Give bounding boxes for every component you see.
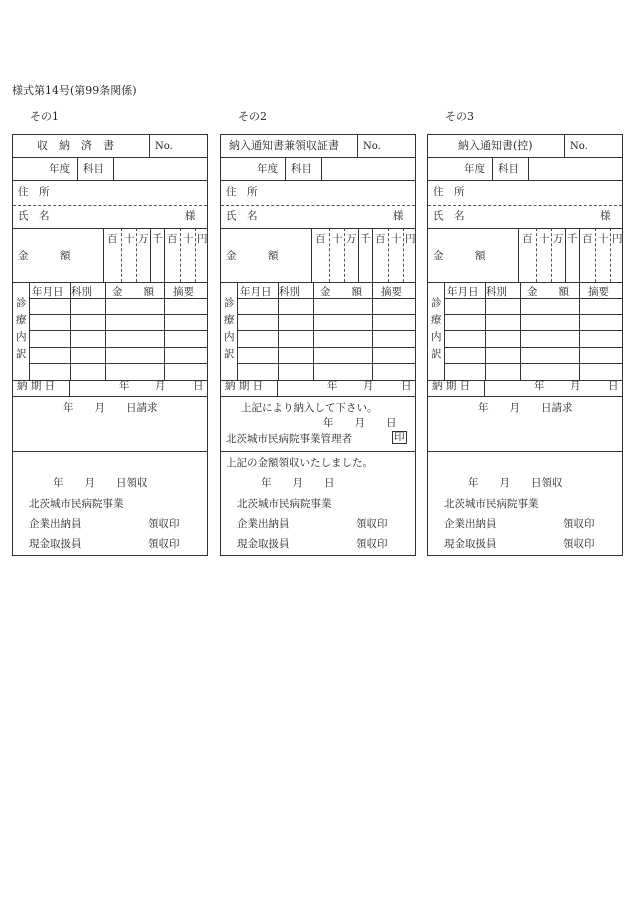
kamoku-label: 科目 xyxy=(498,163,519,175)
cash-handler-stamp: 領収印 xyxy=(148,538,180,550)
due-month: 月 xyxy=(155,380,166,392)
detail-side-label: 内 xyxy=(224,331,235,343)
rule-line xyxy=(149,135,150,157)
no-label: No. xyxy=(570,141,588,152)
rule-line xyxy=(237,347,415,348)
digit-unit-label: 百 xyxy=(582,233,593,245)
digit-unit-label: 百 xyxy=(522,233,533,245)
rule-line xyxy=(221,157,415,158)
table-header-summary: 摘要 xyxy=(381,286,402,298)
detail-side-label: 療 xyxy=(224,314,235,326)
rule-line xyxy=(221,451,415,452)
table-header-date: 年月日 xyxy=(447,286,479,298)
table-header-date: 年月日 xyxy=(240,286,272,298)
due-year: 年 xyxy=(327,380,338,392)
rule-line xyxy=(195,228,196,282)
amount-label: 金 額 xyxy=(226,250,279,262)
rule-line xyxy=(518,228,519,282)
rule-line xyxy=(358,228,359,282)
rule-line xyxy=(136,228,137,282)
digit-unit-label: 千 xyxy=(360,233,371,245)
form-title: 納入通知書兼領収証書 xyxy=(229,139,339,152)
notice-date: 年 月 日 xyxy=(323,417,397,429)
amount-label: 金 額 xyxy=(433,250,486,262)
rule-line xyxy=(595,228,596,282)
rule-line xyxy=(221,282,415,283)
due-month: 月 xyxy=(570,380,581,392)
form-title: 納入通知書(控) xyxy=(458,139,533,152)
rule-line xyxy=(579,228,580,282)
cashier-role: 企業出納員 xyxy=(29,518,82,530)
amount-label: 金 額 xyxy=(18,250,71,262)
digit-unit-label: 十 xyxy=(124,233,135,245)
rule-line xyxy=(221,205,415,206)
detail-side-label: 内 xyxy=(16,331,27,343)
digit-unit-label: 百 xyxy=(167,233,178,245)
due-month: 月 xyxy=(363,380,374,392)
due-date-label: 納 期 日 xyxy=(225,380,264,392)
rule-line xyxy=(321,157,322,180)
nendo-label: 年度 xyxy=(464,163,485,175)
digit-unit-label: 万 xyxy=(346,233,357,245)
detail-side-label: 診 xyxy=(224,297,235,309)
digit-unit-label: 円 xyxy=(612,233,623,245)
due-day: 日 xyxy=(608,380,619,392)
digit-unit-label: 十 xyxy=(183,233,194,245)
no-label: No. xyxy=(155,141,173,152)
rule-line xyxy=(29,330,207,331)
rule-line xyxy=(485,282,486,380)
rule-line xyxy=(29,347,207,348)
rule-line xyxy=(278,282,279,380)
receipt-date: 年 月 日 xyxy=(261,477,335,489)
rule-line xyxy=(69,380,70,397)
notice-text: 上記により納入して下さい。 xyxy=(241,402,378,414)
rule-line xyxy=(237,330,415,331)
rule-line xyxy=(536,228,537,282)
rule-line xyxy=(285,157,286,180)
rule-line xyxy=(444,363,622,364)
name-label: 氏 名 xyxy=(18,210,50,222)
rule-line xyxy=(121,228,122,282)
rule-line xyxy=(113,157,114,180)
rule-line xyxy=(221,228,415,229)
due-day: 日 xyxy=(401,380,412,392)
rule-line xyxy=(77,157,78,180)
kamoku-label: 科目 xyxy=(291,163,312,175)
rule-line xyxy=(13,228,207,229)
request-date: 年 月 日請求 xyxy=(63,402,158,414)
seal-box: 印 xyxy=(394,431,405,443)
digit-unit-label: 十 xyxy=(539,233,550,245)
address-label: 住 所 xyxy=(18,186,50,198)
table-header-date: 年月日 xyxy=(32,286,64,298)
address-label: 住 所 xyxy=(226,186,258,198)
cash-handler-stamp: 領収印 xyxy=(563,538,595,550)
rule-line xyxy=(29,314,207,315)
digit-unit-label: 百 xyxy=(375,233,386,245)
digit-unit-label: 万 xyxy=(138,233,149,245)
kamoku-label: 科目 xyxy=(83,163,104,175)
rule-line xyxy=(180,228,181,282)
detail-side-label: 訳 xyxy=(431,348,442,360)
nendo-label: 年度 xyxy=(49,163,70,175)
cash-handler-role: 現金取扱員 xyxy=(237,538,290,550)
cash-handler-role: 現金取扱員 xyxy=(444,538,497,550)
rule-line xyxy=(329,228,330,282)
rule-line xyxy=(388,228,389,282)
sama-label: 様 xyxy=(393,210,404,222)
part-label: その3 xyxy=(445,110,474,123)
rule-line xyxy=(444,330,622,331)
rule-line xyxy=(528,157,529,180)
rule-line xyxy=(13,180,207,181)
rule-line xyxy=(492,157,493,180)
request-date: 年 月 日請求 xyxy=(478,402,573,414)
rule-line xyxy=(164,282,165,380)
rule-line xyxy=(444,282,445,380)
rule-line xyxy=(13,451,207,452)
table-header-department: 科別 xyxy=(279,286,300,298)
rule-line xyxy=(237,298,415,299)
administrator-name: 北茨城市民病院事業管理者 xyxy=(226,433,352,445)
rule-line xyxy=(551,228,552,282)
cash-handler-stamp: 領収印 xyxy=(356,538,388,550)
rule-line xyxy=(564,135,565,157)
rule-line xyxy=(221,396,415,397)
due-year: 年 xyxy=(119,380,130,392)
cash-handler-role: 現金取扱員 xyxy=(29,538,82,550)
rule-line xyxy=(164,228,165,282)
form-panel-1 xyxy=(12,134,208,556)
digit-unit-label: 千 xyxy=(152,233,163,245)
table-header-amount: 金 額 xyxy=(112,286,154,298)
rule-line xyxy=(150,228,151,282)
name-label: 氏 名 xyxy=(226,210,258,222)
due-date-label: 納 期 日 xyxy=(17,380,56,392)
due-date-label: 納 期 日 xyxy=(432,380,471,392)
sama-label: 様 xyxy=(185,210,196,222)
rule-line xyxy=(579,282,580,380)
rule-line xyxy=(520,282,521,380)
rule-line xyxy=(237,363,415,364)
detail-side-label: 療 xyxy=(16,314,27,326)
hospital-name: 北茨城市民病院事業 xyxy=(237,498,332,510)
digit-unit-label: 百 xyxy=(107,233,118,245)
rule-line xyxy=(344,228,345,282)
cashier-stamp: 領収印 xyxy=(356,518,388,530)
cashier-stamp: 領収印 xyxy=(563,518,595,530)
digit-unit-label: 円 xyxy=(405,233,416,245)
detail-side-label: 内 xyxy=(431,331,442,343)
rule-line xyxy=(565,228,566,282)
rule-line xyxy=(428,228,622,229)
detail-side-label: 診 xyxy=(16,297,27,309)
due-day: 日 xyxy=(193,380,204,392)
form-panel-3 xyxy=(427,134,623,556)
rule-line xyxy=(70,282,71,380)
no-label: No. xyxy=(363,141,381,152)
rule-line xyxy=(428,157,622,158)
table-header-summary: 摘要 xyxy=(588,286,609,298)
rule-line xyxy=(13,205,207,206)
rule-line xyxy=(13,396,207,397)
rule-line xyxy=(428,282,622,283)
rule-line xyxy=(221,180,415,181)
cashier-stamp: 領収印 xyxy=(148,518,180,530)
digit-unit-label: 十 xyxy=(332,233,343,245)
rule-line xyxy=(372,228,373,282)
part-label: その1 xyxy=(30,110,59,123)
nendo-label: 年度 xyxy=(257,163,278,175)
rule-line xyxy=(484,380,485,397)
rule-line xyxy=(237,314,415,315)
rule-line xyxy=(13,157,207,158)
rule-line xyxy=(428,180,622,181)
name-label: 氏 名 xyxy=(433,210,465,222)
part-label: その2 xyxy=(238,110,267,123)
rule-line xyxy=(29,298,207,299)
cashier-role: 企業出納員 xyxy=(237,518,290,530)
rule-line xyxy=(444,298,622,299)
rule-line xyxy=(103,228,104,282)
table-header-department: 科別 xyxy=(486,286,507,298)
form-number-label: 様式第14号(第99条関係) xyxy=(12,84,137,97)
form-panel-2 xyxy=(220,134,416,556)
table-header-amount: 金 額 xyxy=(527,286,569,298)
receipt-date: 年 月 日領収 xyxy=(53,477,148,489)
rule-line xyxy=(610,228,611,282)
rule-line xyxy=(313,282,314,380)
digit-unit-label: 十 xyxy=(598,233,609,245)
rule-line xyxy=(403,228,404,282)
hospital-name: 北茨城市民病院事業 xyxy=(444,498,539,510)
table-header-summary: 摘要 xyxy=(173,286,194,298)
rule-line xyxy=(357,135,358,157)
table-header-amount: 金 額 xyxy=(320,286,362,298)
address-label: 住 所 xyxy=(433,186,465,198)
cashier-role: 企業出納員 xyxy=(444,518,497,530)
hospital-name: 北茨城市民病院事業 xyxy=(29,498,124,510)
rule-line xyxy=(311,228,312,282)
digit-unit-label: 十 xyxy=(391,233,402,245)
detail-side-label: 訳 xyxy=(224,348,235,360)
table-header-department: 科別 xyxy=(71,286,92,298)
rule-line xyxy=(237,282,238,380)
rule-line xyxy=(105,282,106,380)
digit-unit-label: 万 xyxy=(553,233,564,245)
due-year: 年 xyxy=(534,380,545,392)
digit-unit-label: 円 xyxy=(197,233,208,245)
rule-line xyxy=(428,396,622,397)
rule-line xyxy=(428,451,622,452)
rule-line xyxy=(444,347,622,348)
digit-unit-label: 千 xyxy=(567,233,578,245)
rule-line xyxy=(428,205,622,206)
rule-line xyxy=(13,282,207,283)
receipt-statement: 上記の金額領収いたしました。 xyxy=(226,457,373,469)
receipt-date: 年 月 日領収 xyxy=(468,477,563,489)
rule-line xyxy=(444,314,622,315)
form-title: 収 納 済 書 xyxy=(37,139,114,152)
sama-label: 様 xyxy=(600,210,611,222)
rule-line xyxy=(29,363,207,364)
rule-line xyxy=(277,380,278,397)
rule-line xyxy=(372,282,373,380)
detail-side-label: 訳 xyxy=(16,348,27,360)
rule-line xyxy=(29,282,30,380)
digit-unit-label: 百 xyxy=(315,233,326,245)
detail-side-label: 療 xyxy=(431,314,442,326)
detail-side-label: 診 xyxy=(431,297,442,309)
